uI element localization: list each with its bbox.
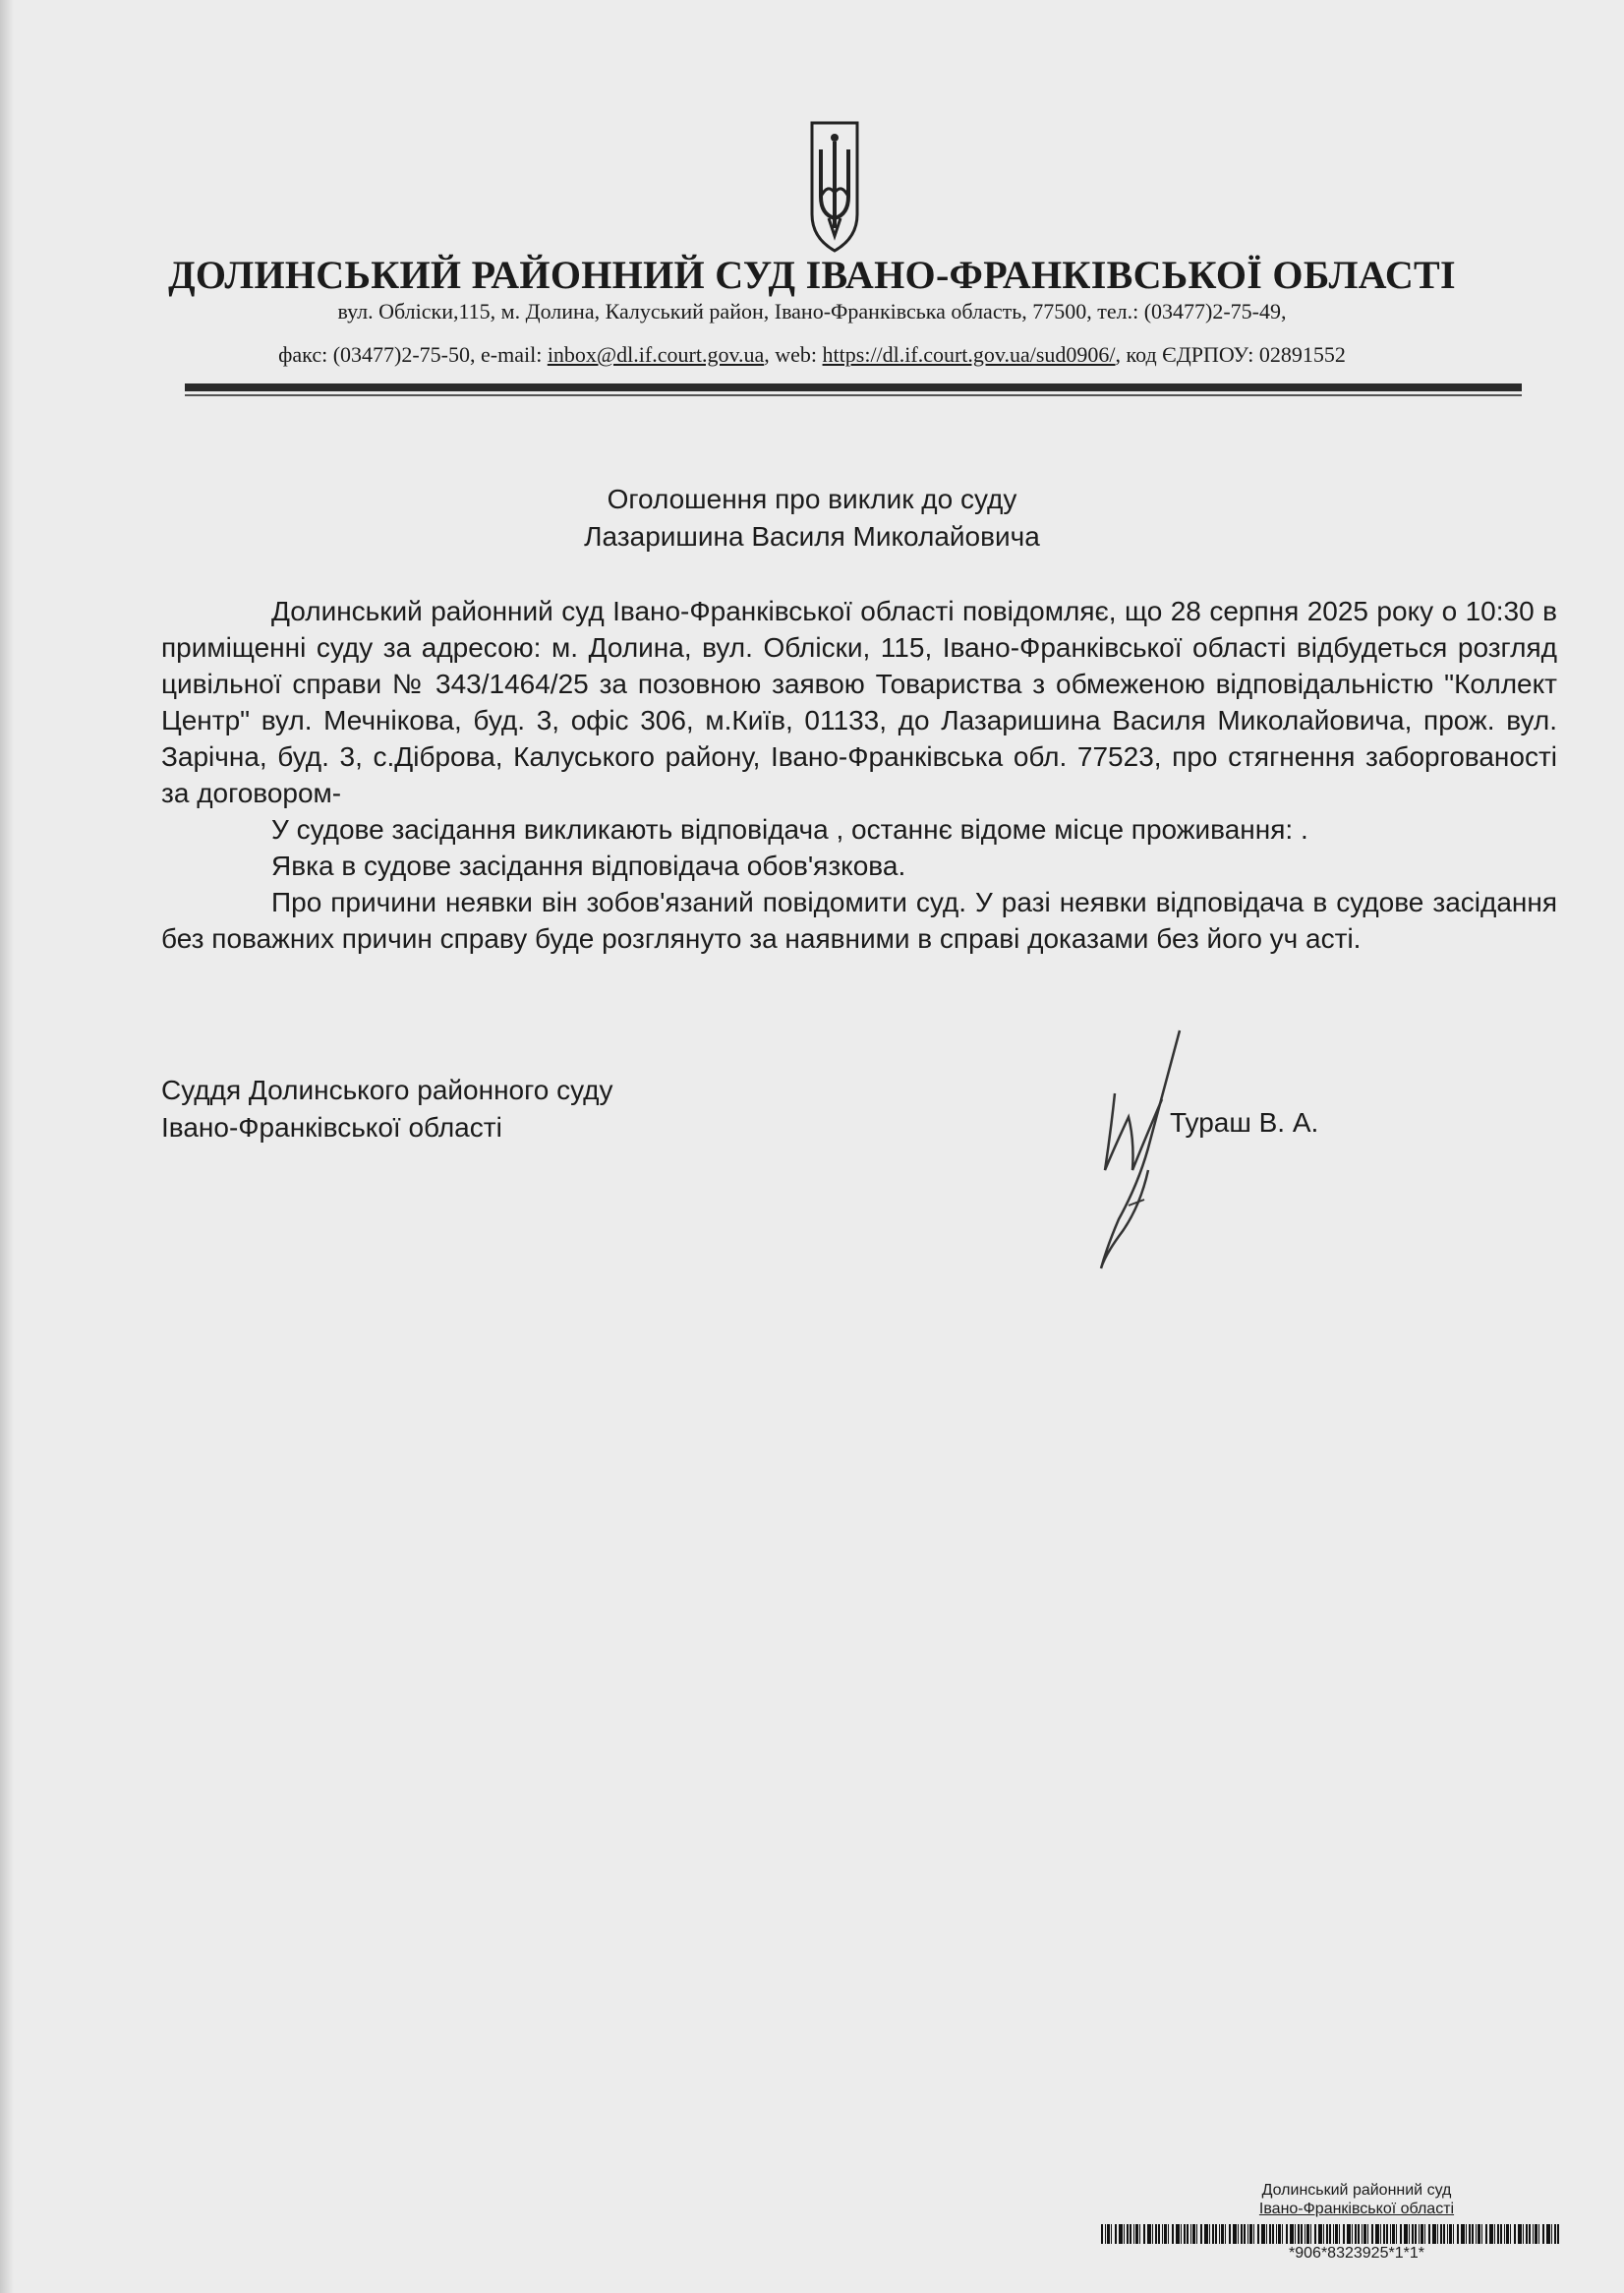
barcode-bar <box>1257 2224 1259 2244</box>
barcode-bar <box>1155 2224 1157 2244</box>
barcode-bar <box>1363 2224 1366 2244</box>
judge-position <box>161 1072 612 1146</box>
barcode-bar <box>1269 2224 1271 2244</box>
barcode-bar <box>1290 2224 1294 2244</box>
trident-emblem-icon <box>808 120 861 254</box>
barcode-bar <box>1428 2224 1430 2244</box>
email-link[interactable]: inbox@dl.if.court.gov.ua <box>547 342 765 367</box>
barcode-bar <box>1533 2224 1534 2244</box>
barcode-bar <box>1466 2224 1467 2244</box>
barcode-bar <box>1187 2224 1189 2244</box>
barcode-bar <box>1440 2224 1442 2244</box>
barcode-bar <box>1447 2224 1448 2244</box>
barcode-bar <box>1347 2224 1351 2244</box>
court-address: вул. Обліски,115, м. Долина, Калуський район, Івано-Франківська область, 77500, тел.: (03477)2-75-49, <box>337 299 1287 323</box>
barcode-bar <box>1383 2224 1385 2244</box>
barcode-bar <box>1107 2224 1110 2244</box>
barcode-bar <box>1143 2224 1145 2244</box>
edrpou-code: , код ЄДРПОУ: 02891552 <box>1115 342 1346 367</box>
barcode-bar <box>1335 2224 1338 2244</box>
notice-subtitle: Лазаришина Василя Миколайовича <box>584 521 1040 552</box>
barcode-bar <box>1396 2224 1397 2244</box>
barcode-bar <box>1276 2224 1277 2244</box>
barcode-bar <box>1115 2224 1117 2244</box>
barcode-bar <box>1358 2224 1360 2244</box>
barcode-bar <box>1400 2224 1402 2244</box>
barcode-bar <box>1421 2224 1423 2244</box>
barcode-bar <box>1461 2224 1465 2244</box>
barcode-bar <box>1249 2224 1252 2244</box>
barcode-bar <box>1215 2224 1217 2244</box>
barcode-bar <box>1449 2224 1452 2244</box>
barcode-bar <box>1355 2224 1357 2244</box>
judge-position-line-1: Суддя Долинського районного суду <box>161 1075 613 1105</box>
barcode-bar <box>1266 2224 1267 2244</box>
barcode-bar <box>1472 2224 1474 2244</box>
barcode-bar <box>1542 2224 1544 2244</box>
judge-name: Тураш В. А. <box>1170 1107 1319 1138</box>
barcode-bar <box>1409 2224 1410 2244</box>
barcode-bar <box>1190 2224 1191 2244</box>
barcode-bar <box>1221 2224 1224 2244</box>
barcode-bar <box>1551 2224 1552 2244</box>
web-label: , web: <box>764 342 823 367</box>
barcode-bar <box>1196 2224 1197 2244</box>
barcode-bar <box>1481 2224 1482 2244</box>
barcode-bar <box>1272 2224 1274 2244</box>
barcode-bar <box>1127 2224 1129 2244</box>
handwritten-signature <box>1072 1023 1229 1278</box>
barcode-number: *906*8323925*1*1* <box>1289 2245 1424 2262</box>
barcode-bar <box>1489 2224 1493 2244</box>
barcode-bar <box>1233 2224 1237 2244</box>
barcode-bar <box>1278 2224 1281 2244</box>
barcode-bar <box>1133 2224 1134 2244</box>
barcode-bar <box>1147 2224 1151 2244</box>
barcode-bar <box>1295 2224 1296 2244</box>
barcode-bar <box>1343 2224 1345 2244</box>
barcode-bar <box>1168 2224 1169 2244</box>
barcode-bar <box>1506 2224 1509 2244</box>
barcode-bar <box>1101 2224 1103 2244</box>
barcode-bar <box>1557 2224 1559 2244</box>
barcode-bar <box>1415 2224 1417 2244</box>
barcode-bar <box>1326 2224 1328 2244</box>
barcode-bar <box>1238 2224 1239 2244</box>
barcode-bar <box>1139 2224 1140 2244</box>
barcode-bar <box>1192 2224 1195 2244</box>
barcode-bar <box>1176 2224 1180 2244</box>
notice-paragraph-1: Долинський районний суд Івано-Франківської області повідомляє, що 28 серпня 2025 року о 10:30 в приміщенні суду за адресою: м. Долина, вул. Обліски, 115, Івано-Франківської області відбудеться розгляд цивільної справи № 343/1464/25 за позовною заявою Товариства з обмеженою відповідальністю "Коллект Центр" вул. Мечнікова, буд. 3, офіс 306, м.Київ, 01133, до Лазаришина Василя Миколайовича, прож. вул. Зарічна, буд. 3, с.Діброва, Калуського району, Івано-Франківська обл. 77523, про стягнення заборгованості за договором- <box>161 596 1557 808</box>
barcode-bar <box>1124 2224 1125 2244</box>
barcode-bar <box>1514 2224 1516 2244</box>
barcode-bar <box>1510 2224 1511 2244</box>
barcode-bar <box>1339 2224 1340 2244</box>
barcode-bar <box>1352 2224 1353 2244</box>
barcode-bar <box>1390 2224 1391 2244</box>
barcode-bar <box>1523 2224 1524 2244</box>
barcode-bar <box>1535 2224 1537 2244</box>
barcode-bar <box>1419 2224 1420 2244</box>
barcode-bar <box>1158 2224 1160 2244</box>
barcode-bar <box>1437 2224 1438 2244</box>
barcode-bar <box>1286 2224 1288 2244</box>
barcode-bar <box>1181 2224 1182 2244</box>
header-divider-thin <box>185 394 1522 396</box>
notice-paragraph-2: У судове засідання викликають відповідача , останнє відоме місце проживання: . <box>271 814 1308 845</box>
barcode-bar <box>1225 2224 1226 2244</box>
barcode-bar <box>1554 2224 1556 2244</box>
barcode-bar <box>1219 2224 1220 2244</box>
barcode-bar <box>1375 2224 1379 2244</box>
barcode-bar <box>1333 2224 1334 2244</box>
barcode-bar <box>1432 2224 1436 2244</box>
barcode-bar <box>1105 2224 1106 2244</box>
website-link[interactable]: https://dl.if.court.gov.ua/sud0906/ <box>822 342 1116 367</box>
barcode-bar <box>1172 2224 1174 2244</box>
barcode-bar <box>1469 2224 1471 2244</box>
barcode-bar <box>1497 2224 1499 2244</box>
barcode-bar <box>1184 2224 1186 2244</box>
barcode-bar <box>1135 2224 1138 2244</box>
barcode-bar <box>1244 2224 1246 2244</box>
barcode-bar <box>1386 2224 1388 2244</box>
barcode-bar <box>1457 2224 1459 2244</box>
judge-position-line-2: Івано-Франківської області <box>161 1112 502 1143</box>
fax-label: факс: (03477)2-75-50, e-mail: <box>278 342 548 367</box>
barcode-bar <box>1323 2224 1324 2244</box>
barcode-bar <box>1229 2224 1231 2244</box>
court-contacts <box>0 342 1624 368</box>
notice-paragraph-4: Про причини неявки він зобов'язаний повідомити суд. У разі неявки відповідача в судове засідання без поважних причин справу буде розглянуто за наявними в справі доказами без його уч асті. <box>161 887 1557 954</box>
barcode-bar <box>1529 2224 1531 2244</box>
barcode-bar <box>1362 2224 1363 2244</box>
barcode-bar <box>1162 2224 1163 2244</box>
barcode-bar <box>1164 2224 1167 2244</box>
barcode-bar <box>1412 2224 1414 2244</box>
barcode-bar <box>1500 2224 1502 2244</box>
barcode-bar <box>1310 2224 1311 2244</box>
barcode-bar <box>1538 2224 1539 2244</box>
barcode-bar <box>1212 2224 1214 2244</box>
barcode-bar <box>1380 2224 1381 2244</box>
barcode-bar <box>1329 2224 1331 2244</box>
stamp-line-1: Долинський районний суд <box>1261 2182 1452 2199</box>
barcode <box>1101 2224 1563 2244</box>
barcode-bar <box>1282 2224 1283 2244</box>
barcode-bar <box>1200 2224 1202 2244</box>
barcode-bar <box>1111 2224 1112 2244</box>
court-stamp <box>1091 2181 1622 2218</box>
barcode-bar <box>1392 2224 1395 2244</box>
barcode-bar <box>1504 2224 1505 2244</box>
barcode-bar <box>1247 2224 1248 2244</box>
barcode-bar <box>1367 2224 1368 2244</box>
barcode-bar <box>1424 2224 1425 2244</box>
barcode-bar <box>1152 2224 1153 2244</box>
barcode-bar <box>1476 2224 1477 2244</box>
barcode-bar <box>1314 2224 1316 2244</box>
notice-body <box>161 593 1557 957</box>
barcode-bar <box>1204 2224 1208 2244</box>
header-divider-thick <box>185 383 1522 391</box>
barcode-bar <box>1298 2224 1300 2244</box>
barcode-bar <box>1485 2224 1487 2244</box>
barcode-bar <box>1318 2224 1322 2244</box>
barcode-bar <box>1301 2224 1303 2244</box>
barcode-bar <box>1453 2224 1454 2244</box>
barcode-bar <box>1130 2224 1131 2244</box>
court-name: ДОЛИНСЬКИЙ РАЙОННИЙ СУД ІВАНО-ФРАНКІВСЬКОЇ ОБЛАСТІ <box>168 253 1456 297</box>
barcode-bar <box>1404 2224 1408 2244</box>
barcode-bar <box>1494 2224 1495 2244</box>
barcode-bar <box>1306 2224 1309 2244</box>
barcode-bar <box>1518 2224 1522 2244</box>
barcode-bar <box>1241 2224 1243 2244</box>
notice-title: Оголошення про виклик до суду <box>607 484 1017 514</box>
stamp-line-2: Івано-Франківської області <box>1258 2201 1455 2217</box>
barcode-bar <box>1253 2224 1254 2244</box>
notice-paragraph-3: Явка в судове засідання відповідача обов'язкова. <box>271 851 906 881</box>
barcode-bar <box>1371 2224 1373 2244</box>
barcode-bar <box>1443 2224 1445 2244</box>
barcode-bar <box>1478 2224 1480 2244</box>
barcode-bar <box>1209 2224 1210 2244</box>
barcode-bar <box>1526 2224 1528 2244</box>
barcode-bar <box>1546 2224 1550 2244</box>
barcode-bar <box>1261 2224 1265 2244</box>
barcode-bar <box>1119 2224 1123 2244</box>
